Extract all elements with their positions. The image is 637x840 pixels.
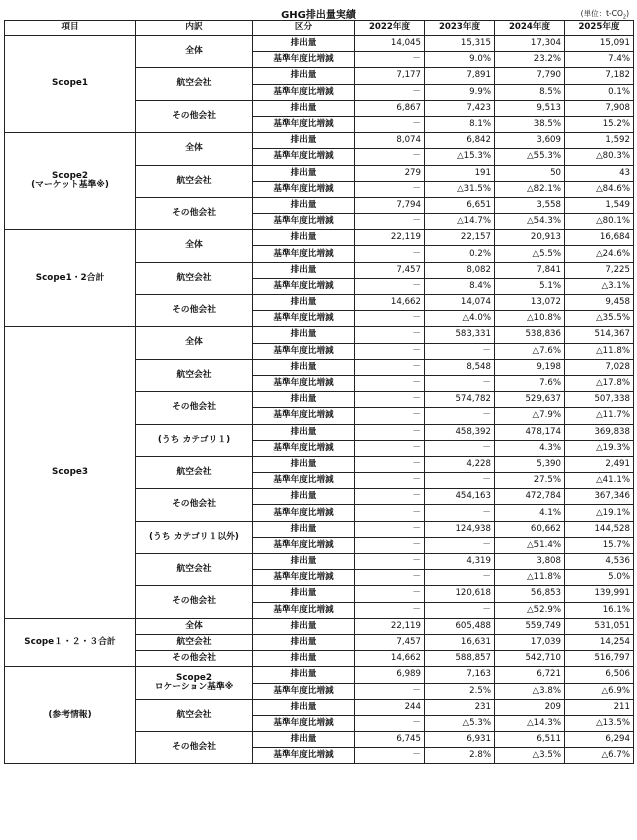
category-label: 基準年度比増減 [253, 537, 355, 553]
group-label: Scope1・2合計 [5, 230, 136, 327]
value-cell: 7,423 [425, 100, 495, 116]
value-cell: 15.2% [565, 116, 634, 132]
value-cell: 2,491 [565, 456, 634, 472]
category-label: 基準年度比増減 [253, 570, 355, 586]
value-cell: 9,458 [565, 295, 634, 311]
value-cell: 15.7% [565, 537, 634, 553]
value-cell: 8,548 [425, 359, 495, 375]
value-cell: － [425, 473, 495, 489]
breakdown-label: その他会社 [136, 732, 253, 764]
value-cell: 8,082 [425, 262, 495, 278]
value-cell: △14.3% [495, 715, 565, 731]
header-row [5, 21, 634, 36]
breakdown-label: 航空会社 [136, 68, 253, 100]
value-cell: － [355, 473, 425, 489]
value-cell: － [355, 181, 425, 197]
value-cell: 583,331 [425, 327, 495, 343]
category-label: 排出量 [253, 634, 355, 650]
category-label: 基準年度比増減 [253, 440, 355, 456]
value-cell: － [355, 521, 425, 537]
category-label: 排出量 [253, 521, 355, 537]
header-fy2025: 2025年度 [565, 21, 634, 36]
breakdown-label: その他会社 [136, 295, 253, 327]
breakdown-label: その他会社 [136, 100, 253, 132]
breakdown-label: 航空会社 [136, 634, 253, 650]
value-cell: △6.9% [565, 683, 634, 699]
value-cell: 2.8% [425, 748, 495, 764]
table-row [5, 230, 634, 246]
value-cell: 458,392 [425, 424, 495, 440]
value-cell: － [355, 715, 425, 731]
value-cell: 3,558 [495, 197, 565, 213]
value-cell: 22,157 [425, 230, 495, 246]
value-cell: 531,051 [565, 618, 634, 634]
breakdown-label: Scope2 ロケーション基準※ [136, 667, 253, 699]
value-cell: 6,867 [355, 100, 425, 116]
breakdown-label: 全体 [136, 133, 253, 165]
value-cell: △19.3% [565, 440, 634, 456]
breakdown-label: その他会社 [136, 586, 253, 618]
value-cell: － [425, 343, 495, 359]
value-cell: 60,662 [495, 521, 565, 537]
category-label: 排出量 [253, 262, 355, 278]
value-cell: 14,254 [565, 634, 634, 650]
table-row [5, 327, 634, 343]
category-label: 排出量 [253, 667, 355, 683]
category-label: 基準年度比増減 [253, 214, 355, 230]
category-label: 排出量 [253, 230, 355, 246]
breakdown-label: 航空会社 [136, 456, 253, 488]
breakdown-label: その他会社 [136, 489, 253, 521]
group-label: (参考情報) [5, 667, 136, 764]
value-cell: △5.3% [425, 715, 495, 731]
value-cell: 139,991 [565, 586, 634, 602]
value-cell: 209 [495, 699, 565, 715]
category-label: 基準年度比増減 [253, 278, 355, 294]
value-cell: △5.5% [495, 246, 565, 262]
category-label: 排出量 [253, 489, 355, 505]
value-cell: － [355, 392, 425, 408]
table-body [5, 36, 634, 764]
category-label: 排出量 [253, 618, 355, 634]
category-label: 排出量 [253, 36, 355, 52]
breakdown-label: (うち カテゴリ１) [136, 424, 253, 456]
value-cell: 5,390 [495, 456, 565, 472]
category-label: 基準年度比増減 [253, 52, 355, 68]
value-cell: 7,177 [355, 68, 425, 84]
value-cell: 454,163 [425, 489, 495, 505]
value-cell: 6,931 [425, 732, 495, 748]
value-cell: 7,794 [355, 197, 425, 213]
value-cell: － [425, 505, 495, 521]
value-cell: 13,072 [495, 295, 565, 311]
unit-label [581, 8, 629, 21]
value-cell: △10.8% [495, 311, 565, 327]
value-cell: － [425, 570, 495, 586]
value-cell: 4.1% [495, 505, 565, 521]
value-cell: 507,338 [565, 392, 634, 408]
value-cell: 14,045 [355, 36, 425, 52]
value-cell: － [355, 489, 425, 505]
value-cell: － [425, 602, 495, 618]
value-cell: 4,536 [565, 554, 634, 570]
category-label: 排出量 [253, 68, 355, 84]
value-cell: 9,513 [495, 100, 565, 116]
table-row [5, 667, 634, 683]
category-label: 基準年度比増減 [253, 683, 355, 699]
value-cell: △11.7% [565, 408, 634, 424]
value-cell: 16.1% [565, 602, 634, 618]
value-cell: － [355, 440, 425, 456]
value-cell: 0.1% [565, 84, 634, 100]
value-cell: － [355, 311, 425, 327]
category-label: 排出量 [253, 100, 355, 116]
value-cell: － [355, 343, 425, 359]
unit-text: (単位：t-CO [580, 9, 623, 18]
value-cell: 15,315 [425, 36, 495, 52]
value-cell: △7.9% [495, 408, 565, 424]
value-cell: 8.5% [495, 84, 565, 100]
value-cell: 6,651 [425, 197, 495, 213]
category-label: 排出量 [253, 295, 355, 311]
category-label: 基準年度比増減 [253, 84, 355, 100]
category-label: 基準年度比増減 [253, 149, 355, 165]
value-cell: 191 [425, 165, 495, 181]
value-cell: △80.1% [565, 214, 634, 230]
value-cell: 1,592 [565, 133, 634, 149]
value-cell: 5.0% [565, 570, 634, 586]
category-label: 基準年度比増減 [253, 116, 355, 132]
value-cell: 588,857 [425, 651, 495, 667]
value-cell: 17,304 [495, 36, 565, 52]
unit-subscript: 2 [622, 14, 627, 21]
value-cell: 7,163 [425, 667, 495, 683]
group-label: Scope1 [5, 36, 136, 133]
value-cell: △35.5% [565, 311, 634, 327]
value-cell: － [355, 375, 425, 391]
category-label: 基準年度比増減 [253, 602, 355, 618]
category-label: 基準年度比増減 [253, 505, 355, 521]
category-label: 排出量 [253, 732, 355, 748]
value-cell: － [355, 570, 425, 586]
value-cell: － [355, 214, 425, 230]
value-cell: 43 [565, 165, 634, 181]
value-cell: 14,662 [355, 295, 425, 311]
breakdown-label: 全体 [136, 327, 253, 359]
value-cell: △15.3% [425, 149, 495, 165]
value-cell: 6,506 [565, 667, 634, 683]
value-cell: 7,457 [355, 634, 425, 650]
value-cell: 0.2% [425, 246, 495, 262]
value-cell: 6,745 [355, 732, 425, 748]
value-cell: △52.9% [495, 602, 565, 618]
breakdown-label: 航空会社 [136, 262, 253, 294]
value-cell: 8,074 [355, 133, 425, 149]
breakdown-label: 全体 [136, 36, 253, 68]
value-cell: 22,119 [355, 618, 425, 634]
value-cell: 3,808 [495, 554, 565, 570]
category-label: 排出量 [253, 133, 355, 149]
value-cell: － [355, 424, 425, 440]
value-cell: － [355, 52, 425, 68]
value-cell: 5.1% [495, 278, 565, 294]
value-cell: 7,891 [425, 68, 495, 84]
value-cell: 20,913 [495, 230, 565, 246]
value-cell: 6,511 [495, 732, 565, 748]
value-cell: － [355, 116, 425, 132]
table-title: GHG排出量実績 [281, 10, 356, 21]
value-cell: 7.4% [565, 52, 634, 68]
value-cell: △19.1% [565, 505, 634, 521]
value-cell: 1,549 [565, 197, 634, 213]
value-cell: － [425, 375, 495, 391]
value-cell: 4.3% [495, 440, 565, 456]
category-label: 基準年度比増減 [253, 181, 355, 197]
value-cell: △51.4% [495, 537, 565, 553]
value-cell: 7,457 [355, 262, 425, 278]
value-cell: 6,294 [565, 732, 634, 748]
table-row [5, 36, 634, 52]
value-cell: △3.8% [495, 683, 565, 699]
value-cell: 4,228 [425, 456, 495, 472]
category-label: 排出量 [253, 165, 355, 181]
value-cell: 231 [425, 699, 495, 715]
header-fy2023: 2023年度 [425, 21, 495, 36]
value-cell: 6,721 [495, 667, 565, 683]
breakdown-label: 全体 [136, 618, 253, 634]
value-cell: 7,182 [565, 68, 634, 84]
value-cell: 542,710 [495, 651, 565, 667]
header-fy2024: 2024年度 [495, 21, 565, 36]
value-cell: △24.6% [565, 246, 634, 262]
value-cell: △82.1% [495, 181, 565, 197]
category-label: 排出量 [253, 424, 355, 440]
value-cell: 559,749 [495, 618, 565, 634]
category-label: 排出量 [253, 699, 355, 715]
value-cell: 2.5% [425, 683, 495, 699]
value-cell: △41.1% [565, 473, 634, 489]
value-cell: 279 [355, 165, 425, 181]
value-cell: 6,842 [425, 133, 495, 149]
value-cell: 7,028 [565, 359, 634, 375]
breakdown-label: その他会社 [136, 392, 253, 424]
unit-tail: ) [626, 9, 629, 18]
value-cell: 120,618 [425, 586, 495, 602]
value-cell: △84.6% [565, 181, 634, 197]
value-cell: － [355, 505, 425, 521]
value-cell: 9,198 [495, 359, 565, 375]
value-cell: － [355, 278, 425, 294]
breakdown-label: 全体 [136, 230, 253, 262]
value-cell: 514,367 [565, 327, 634, 343]
category-label: 基準年度比増減 [253, 408, 355, 424]
value-cell: 7.6% [495, 375, 565, 391]
value-cell: 6,989 [355, 667, 425, 683]
header-item: 項目 [5, 21, 136, 36]
value-cell: △80.3% [565, 149, 634, 165]
category-label: 排出量 [253, 359, 355, 375]
value-cell: 516,797 [565, 651, 634, 667]
value-cell: － [425, 408, 495, 424]
category-label: 基準年度比増減 [253, 748, 355, 764]
value-cell: 17,039 [495, 634, 565, 650]
category-label: 排出量 [253, 586, 355, 602]
breakdown-label: 航空会社 [136, 165, 253, 197]
breakdown-label: 航空会社 [136, 359, 253, 391]
breakdown-label: (うち カテゴリ１以外) [136, 521, 253, 553]
group-label: Scope１・２・３合計 [5, 618, 136, 667]
value-cell: △7.6% [495, 343, 565, 359]
value-cell: － [355, 602, 425, 618]
category-label: 排出量 [253, 456, 355, 472]
value-cell: － [355, 327, 425, 343]
value-cell: － [355, 246, 425, 262]
header-fy2022: 2022年度 [355, 21, 425, 36]
value-cell: 9.9% [425, 84, 495, 100]
category-label: 基準年度比増減 [253, 473, 355, 489]
category-label: 基準年度比増減 [253, 715, 355, 731]
value-cell: 7,908 [565, 100, 634, 116]
value-cell: 27.5% [495, 473, 565, 489]
ghg-emissions-table [4, 20, 634, 764]
value-cell: － [425, 537, 495, 553]
value-cell: － [355, 586, 425, 602]
table-row [5, 618, 634, 634]
breakdown-label: 航空会社 [136, 699, 253, 731]
breakdown-label: その他会社 [136, 197, 253, 229]
category-label: 基準年度比増減 [253, 246, 355, 262]
value-cell: △11.8% [565, 343, 634, 359]
value-cell: － [355, 408, 425, 424]
value-cell: 16,631 [425, 634, 495, 650]
value-cell: △4.0% [425, 311, 495, 327]
breakdown-label: その他会社 [136, 651, 253, 667]
value-cell: － [355, 359, 425, 375]
value-cell: △54.3% [495, 214, 565, 230]
category-label: 排出量 [253, 197, 355, 213]
value-cell: 23.2% [495, 52, 565, 68]
header-category: 区分 [253, 21, 355, 36]
value-cell: 38.5% [495, 116, 565, 132]
group-label: Scope3 [5, 327, 136, 618]
value-cell: △3.1% [565, 278, 634, 294]
value-cell: 529,637 [495, 392, 565, 408]
breakdown-label: 航空会社 [136, 554, 253, 586]
value-cell: 22,119 [355, 230, 425, 246]
value-cell: 244 [355, 699, 425, 715]
value-cell: 605,488 [425, 618, 495, 634]
value-cell: 4,319 [425, 554, 495, 570]
value-cell: △55.3% [495, 149, 565, 165]
value-cell: － [355, 537, 425, 553]
value-cell: 538,836 [495, 327, 565, 343]
value-cell: 369,838 [565, 424, 634, 440]
group-label: Scope2 (マーケット基準※) [5, 133, 136, 230]
value-cell: 144,528 [565, 521, 634, 537]
value-cell: － [355, 84, 425, 100]
value-cell: 211 [565, 699, 634, 715]
value-cell: 8.4% [425, 278, 495, 294]
value-cell: 124,938 [425, 521, 495, 537]
value-cell: 7,841 [495, 262, 565, 278]
table-row [5, 133, 634, 149]
category-label: 排出量 [253, 392, 355, 408]
value-cell: 574,782 [425, 392, 495, 408]
value-cell: － [355, 456, 425, 472]
value-cell: △6.7% [565, 748, 634, 764]
value-cell: 472,784 [495, 489, 565, 505]
value-cell: － [425, 440, 495, 456]
value-cell: 14,662 [355, 651, 425, 667]
value-cell: △13.5% [565, 715, 634, 731]
value-cell: 8.1% [425, 116, 495, 132]
value-cell: － [355, 748, 425, 764]
value-cell: 478,174 [495, 424, 565, 440]
category-label: 基準年度比増減 [253, 343, 355, 359]
value-cell: 16,684 [565, 230, 634, 246]
value-cell: △17.8% [565, 375, 634, 391]
value-cell: － [355, 554, 425, 570]
header-breakdown: 内訳 [136, 21, 253, 36]
value-cell: 9.0% [425, 52, 495, 68]
value-cell: 367,346 [565, 489, 634, 505]
value-cell: 14,074 [425, 295, 495, 311]
value-cell: △14.7% [425, 214, 495, 230]
value-cell: 56,853 [495, 586, 565, 602]
category-label: 排出量 [253, 327, 355, 343]
category-label: 排出量 [253, 651, 355, 667]
value-cell: 7,225 [565, 262, 634, 278]
value-cell: △31.5% [425, 181, 495, 197]
value-cell: 7,790 [495, 68, 565, 84]
category-label: 基準年度比増減 [253, 311, 355, 327]
category-label: 基準年度比増減 [253, 375, 355, 391]
value-cell: △3.5% [495, 748, 565, 764]
category-label: 排出量 [253, 554, 355, 570]
value-cell: － [355, 149, 425, 165]
value-cell: － [355, 683, 425, 699]
value-cell: △11.8% [495, 570, 565, 586]
value-cell: 3,609 [495, 133, 565, 149]
value-cell: 15,091 [565, 36, 634, 52]
value-cell: 50 [495, 165, 565, 181]
